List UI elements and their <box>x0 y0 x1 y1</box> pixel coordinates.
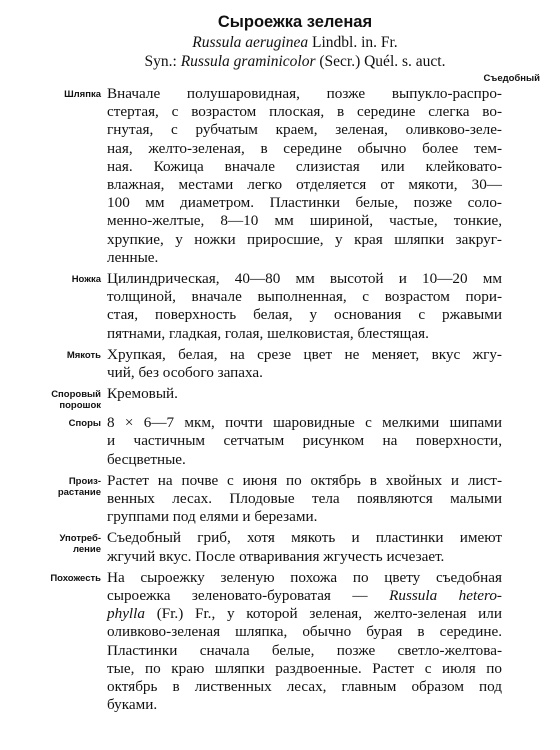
text-line: толщиной, вначале выполненная, с возрастом пори- <box>107 288 502 306</box>
text-line: ная, желто-зеленая, в середине обычно более тем- <box>107 139 502 157</box>
text-line: жгучий вкус. После отваривания жгучесть исчезает. <box>107 547 445 565</box>
section-spores <box>22 414 542 469</box>
synonym-prefix: Syn.: <box>144 53 181 70</box>
text-line: пятнами, гладкая, голая, шелковистая, блестящая. <box>107 324 429 342</box>
text-line: группами под елями и березами. <box>107 508 318 526</box>
section-text <box>107 346 502 382</box>
section-label-part: Произ- <box>68 475 101 487</box>
text-line: влажная, местами легко отделяется от мякоти, 30— <box>107 176 502 194</box>
section-text <box>107 385 502 403</box>
text-line: phylla (Fr.) Fr., у которой зеленая, желто-зеленая или <box>107 605 502 623</box>
section-label <box>22 529 101 555</box>
section-habitat <box>22 472 542 527</box>
section-label-part: Похожесть <box>50 572 101 584</box>
section-label <box>22 414 101 429</box>
text-line: чий, без особого запаха. <box>107 364 263 382</box>
section-label <box>22 346 101 361</box>
section-stem <box>22 270 542 343</box>
text-line: бесцветные. <box>107 450 186 468</box>
text-line: 100 мм диаметром. Пластинки белые, позже соло- <box>107 194 502 212</box>
section-cap <box>22 85 542 267</box>
section-label-part: Ножка <box>71 274 101 286</box>
section-label <box>22 569 101 584</box>
section-usage <box>22 529 542 565</box>
text-line: Вначале полушаровидная, позже выпукло-распро- <box>107 85 502 102</box>
text-line: На сыроежку зеленую похожа по цвету съедобная <box>107 568 502 586</box>
text-line: стертая, с возрастом плоская, в середине слегка во- <box>107 103 502 121</box>
text-line: сыроежка зеленовато-буроватая — Russula hetero- <box>107 587 502 605</box>
latin-name-line <box>22 33 542 52</box>
section-spore-print <box>22 385 542 411</box>
text-line: Хрупкая, белая, на срезе цвет не меняет, вкус жгу- <box>107 345 502 363</box>
section-label-part: Шляпка <box>64 89 101 100</box>
text-line: и частичным сетчатым рисунком на поверхности, <box>107 432 502 450</box>
text-line: буками. <box>107 696 158 714</box>
section-label-part: Споры <box>68 418 101 430</box>
description-sections <box>22 85 542 715</box>
synonym-author: (Secr.) Quél. s. auct. <box>315 53 446 70</box>
latin-name: Russula aeruginea <box>192 34 309 51</box>
text-line: стая, поверхность белая, у основания с ржавыми <box>107 306 502 324</box>
section-text <box>107 414 502 469</box>
text-line: Растет на почве с июня по октябрь в хвойных и лист- <box>107 471 502 489</box>
text-line: тые, по краю шляпки раздвоенные. Растет с июля по <box>107 659 502 677</box>
section-similarity <box>22 569 542 715</box>
edibility-badge: Съедобный <box>483 73 540 84</box>
page-title: Сыроежка зеленая <box>217 13 373 31</box>
synonym-line <box>22 52 542 71</box>
section-label <box>22 85 101 100</box>
text-line: Пластинки сначала белые, позже светло-желтова- <box>107 641 502 659</box>
text-line: хрупкие, у ножки приросшие, у края шляпки закруг- <box>107 230 502 248</box>
section-label-part: порошок <box>59 400 101 412</box>
section-text <box>107 569 502 715</box>
text-line: Цилиндрическая, 40—80 мм высотой и 10—20 мм <box>107 270 502 288</box>
synonym-name: Russula graminicolor <box>180 53 316 70</box>
section-text <box>107 472 502 527</box>
text-line: менно-желтые, 8—10 мм шириной, частые, тонкие, <box>107 212 502 230</box>
section-label <box>22 385 101 411</box>
section-label <box>22 472 101 498</box>
text-line: 8 × 6—7 мкм, почти шаровидные с мелкими шипами <box>107 414 502 432</box>
section-flesh <box>22 346 542 382</box>
text-line: Кремовый. <box>107 385 178 403</box>
section-text <box>107 85 502 267</box>
text-line: гнутая, с рубчатым краем, зеленая, оливково-зеле- <box>107 121 502 139</box>
text-line: ленные. <box>107 248 159 266</box>
text-line: октябрь в лиственных лесах, главным образом под <box>107 678 502 696</box>
section-label-part: растание <box>57 486 101 498</box>
text-line: Съедобный гриб, хотя мякоть и пластинки имеют <box>107 529 502 547</box>
text-line: венных лесах. Плодовые тела появляются малыми <box>107 490 502 508</box>
section-label-part: Споровый <box>51 389 101 401</box>
text-line: ная. Кожица вначале слизистая или клейковато- <box>107 157 502 175</box>
section-label-part: ление <box>72 544 101 556</box>
latin-author: Lindbl. in. Fr. <box>308 34 398 51</box>
section-label-part: Употреб- <box>59 533 101 545</box>
section-label-part: Мякоть <box>66 349 101 361</box>
text-line: оливково-зеленая шляпка, обычно бурая в середине. <box>107 623 502 641</box>
section-label <box>22 270 101 285</box>
section-text <box>107 529 502 565</box>
section-text <box>107 270 502 343</box>
